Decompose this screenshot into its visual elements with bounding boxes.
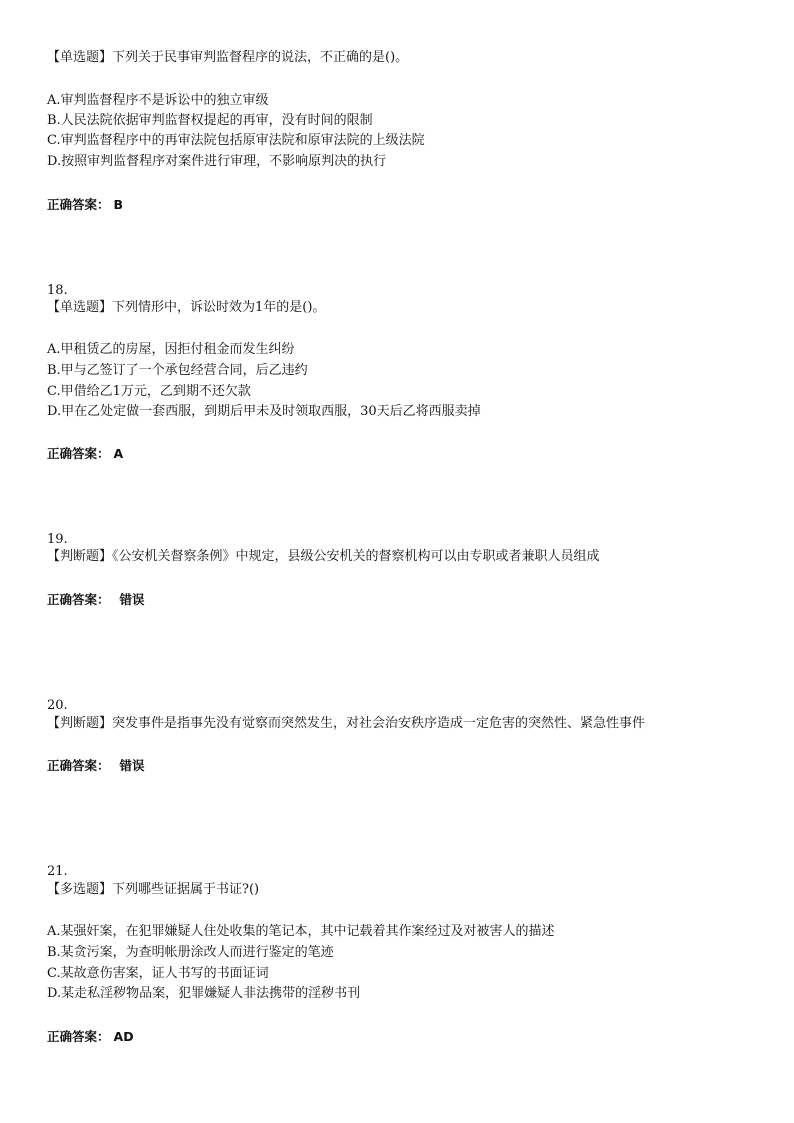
answer-label: 正确答案： [47,197,110,212]
option-b: B.某贪污案，为查明帐册涂改人而进行鉴定的笔迹 [47,945,334,960]
option-d: D.甲在乙处定做一套西服，到期后甲未及时领取西服，30天后乙将西服卖掉 [47,404,481,419]
question-number: 20. [47,698,68,713]
option-d: D.按照审判监督程序对案件进行审理，不影响原判决的执行 [47,154,387,169]
question-number: 21. [47,864,68,879]
option-d: D.某走私淫秽物品案，犯罪嫌疑人非法携带的淫秽书刊 [47,986,361,1001]
answer-value: B [113,197,124,212]
question-number: 18. [47,283,68,298]
answer-line [47,197,123,213]
answer-label: 正确答案： [47,592,110,607]
answer-value: AD [113,1029,134,1044]
answer-line [47,592,145,608]
answer-line [47,758,145,774]
question-stem: 【单选题】下列关于民事审判监督程序的说法，不正确的是()。 [47,50,409,65]
answer-value: A [113,446,124,461]
option-b: B.甲与乙签订了一个承包经营合同，后乙违约 [47,363,308,378]
question-stem: 【多选题】下列哪些证据属于书证?() [47,882,260,897]
option-b: B.人民法院依据审判监督权提起的再审，没有时间的限制 [47,113,373,128]
answer-line [47,1029,134,1045]
answer-line [47,446,123,462]
answer-label: 正确答案： [47,446,110,461]
option-a: A.甲租赁乙的房屋，因拒付租金而发生纠纷 [47,342,295,357]
answer-label: 正确答案： [47,758,110,773]
option-c: C.甲借给乙1万元，乙到期不还欠款 [47,384,251,399]
answer-label: 正确答案： [47,1029,110,1044]
option-a: A.某强奸案，在犯罪嫌疑人住处收集的笔记本，其中记载着其作案经过及对被害人的描述 [47,924,555,939]
option-a: A.审判监督程序不是诉讼中的独立审级 [47,93,269,108]
question-stem: 【判断题】《公安机关督察条例》中规定，县级公安机关的督察机构可以由专职或者兼职人员组成 [47,549,600,564]
option-c: C.审判监督程序中的再审法院包括原审法院和原审法院的上级法院 [47,133,425,148]
answer-value: 错误 [119,758,145,773]
question-stem: 【判断题】突发事件是指事先没有觉察而突然发生，对社会治安秩序造成一定危害的突然性、紧急性事件 [47,716,646,731]
option-c: C.某故意伤害案，证人书写的书面证词 [47,966,269,981]
question-stem: 【单选题】下列情形中，诉讼时效为1年的是()。 [47,300,326,315]
question-number: 19. [47,532,68,547]
answer-value: 错误 [119,592,145,607]
